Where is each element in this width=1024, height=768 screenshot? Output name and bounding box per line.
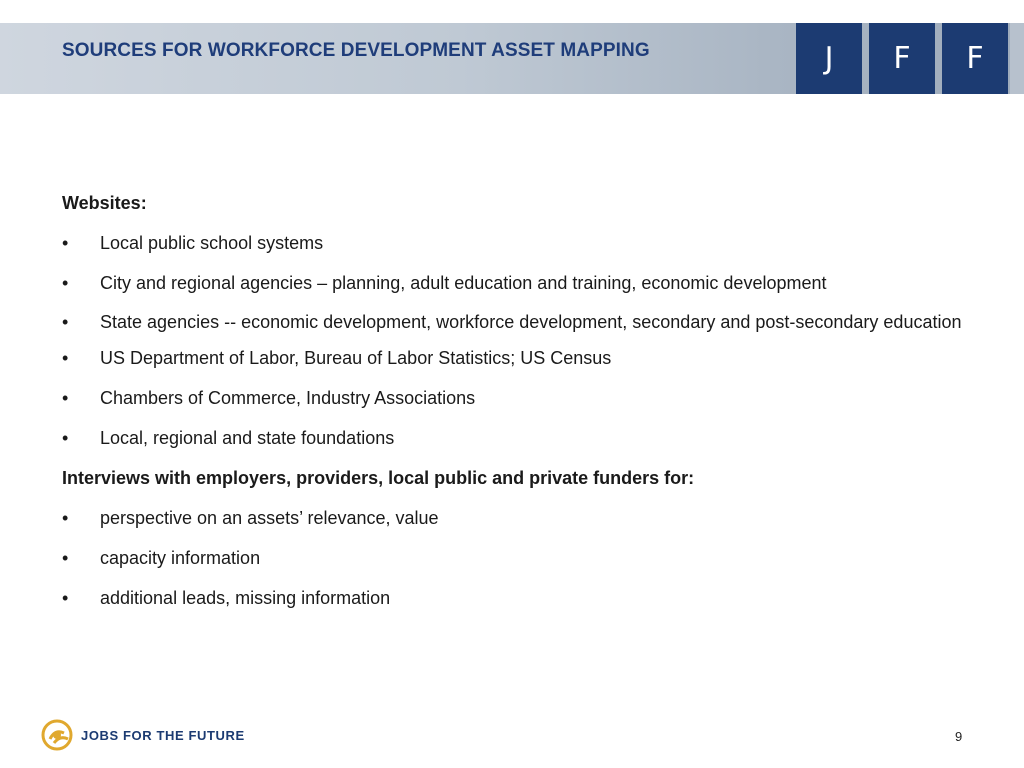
jff-swirl-icon xyxy=(41,719,75,751)
list-item xyxy=(62,306,962,339)
interviews-heading: Interviews with employers, providers, local public and private funders for: xyxy=(62,468,695,488)
list-item-text: perspective on an assets’ relevance, value xyxy=(100,508,439,528)
bullet-dot: • xyxy=(62,312,69,332)
list-item-text: State agencies -- economic development, workforce development, secondary and post-secondary education xyxy=(100,312,962,332)
list-item xyxy=(62,230,962,256)
slide-title: SOURCES FOR WORKFORCE DEVELOPMENT ASSET MAPPING xyxy=(62,40,650,61)
list-item xyxy=(62,505,962,531)
page-number: 9 xyxy=(955,729,963,744)
bullet-dot: • xyxy=(62,548,69,568)
bullet-dot: • xyxy=(62,273,69,293)
websites-heading: Websites: xyxy=(62,193,147,213)
list-item xyxy=(62,385,962,411)
list-item-text: additional leads, missing information xyxy=(100,588,391,608)
list-item xyxy=(62,425,962,451)
logo-letter-f: F xyxy=(942,23,1008,94)
list-item-text: US Department of Labor, Bureau of Labor Statistics; US Census xyxy=(100,348,612,368)
bullet-dot: • xyxy=(62,233,69,253)
bullet-dot: • xyxy=(62,508,69,528)
list-item-text: capacity information xyxy=(100,548,261,568)
bullet-dot: • xyxy=(62,348,69,368)
list-item xyxy=(62,345,962,371)
footer-logo xyxy=(41,719,245,751)
logo-letter-f: F xyxy=(869,23,935,94)
list-item-text: Chambers of Commerce, Industry Associations xyxy=(100,388,476,408)
org-name: JOBS FOR THE FUTURE xyxy=(81,727,245,743)
logo-letter-j: J xyxy=(796,23,862,94)
list-item xyxy=(62,545,962,571)
bullet-dot: • xyxy=(62,428,69,448)
list-item xyxy=(62,585,962,611)
list-item-text: City and regional agencies – planning, adult education and training, economic development xyxy=(100,273,827,293)
list-item-text: Local, regional and state foundations xyxy=(100,428,395,448)
bullet-dot: • xyxy=(62,588,69,608)
bullet-dot: • xyxy=(62,388,69,408)
list-item-text: Local public school systems xyxy=(100,233,324,253)
slide-body xyxy=(62,190,962,625)
list-item xyxy=(62,270,962,296)
logo-tail-block xyxy=(1010,23,1024,94)
